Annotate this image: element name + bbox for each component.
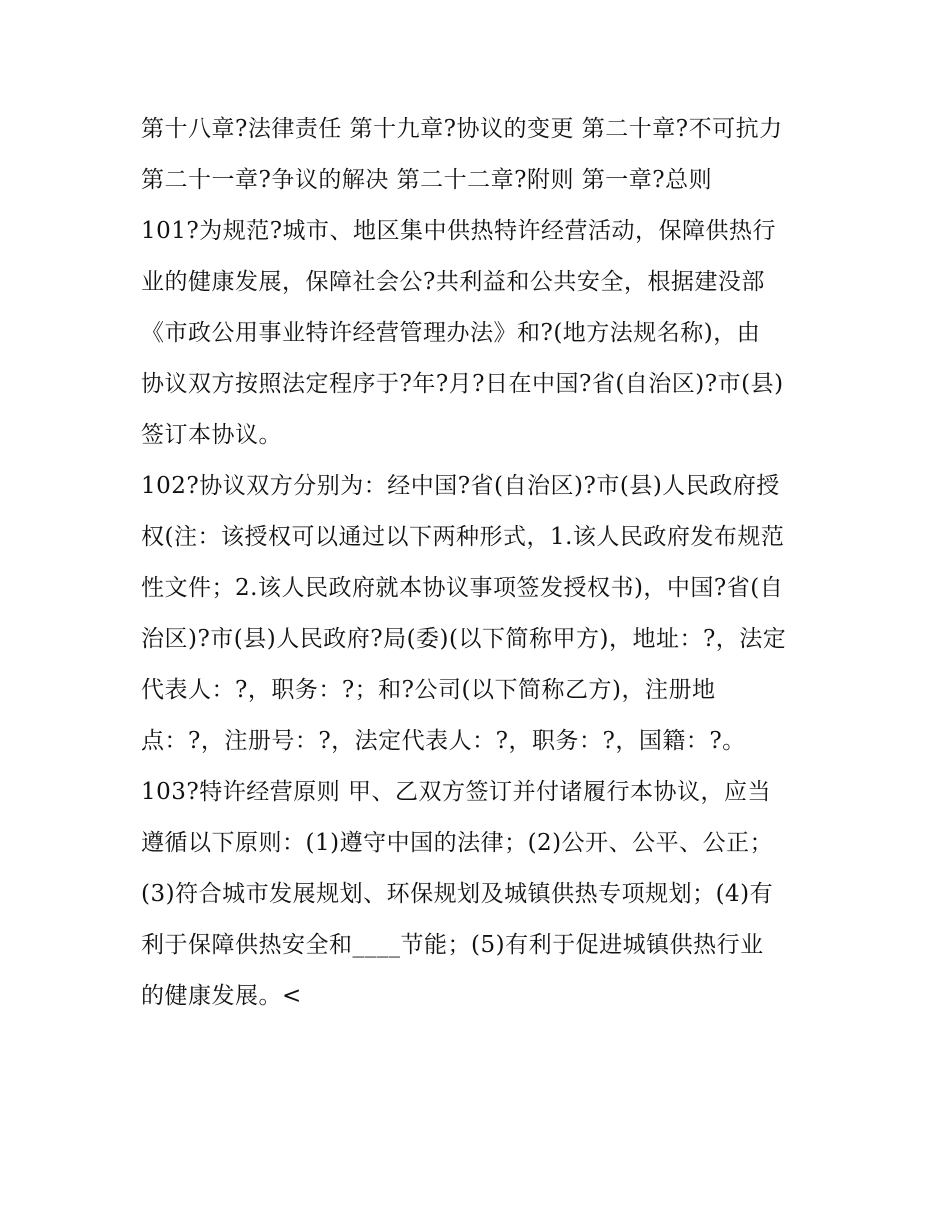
- document-body: [141, 104, 821, 1022]
- text-line: (3)符合城市发展规划、环保规划及城镇供热专项规划；(4)有: [141, 881, 774, 907]
- text-line: 治区)?市(县)人民政府?局(委)(以下简称甲方)，地址：?，法定: [141, 626, 787, 652]
- text-line: 利于保障供热安全和____节能；(5)有利于促进城镇供热行业: [141, 932, 764, 958]
- text-line: 102?协议双方分别为：经中国?省(自治区)?市(县)人民政府授: [141, 473, 780, 499]
- text-line: 的健康发展。<: [141, 983, 302, 1009]
- text-line: 第十八章?法律责任 第十九章?协议的变更 第二十章?不可抗力: [141, 116, 783, 142]
- text-line: 性文件；2.该人民政府就本协议事项签发授权书)，中国?省(自: [141, 575, 784, 601]
- text-line: 103?特许经营原则 甲、乙双方签订并付诸履行本协议，应当: [141, 779, 772, 805]
- text-line: 代表人：?，职务：?；和?公司(以下简称乙方)，注册地: [141, 677, 716, 703]
- text-line: 业的健康发展，保障社会公?共利益和公共安全，根据建没部: [141, 269, 765, 295]
- text-line: 点：?，注册号：?，法定代表人：?，职务：?，国籍：?。: [141, 728, 746, 754]
- text-line: 101?为规范?城市、地区集中供热特许经营活动，保障供热行: [141, 218, 777, 244]
- text-line: 协议双方按照法定程序于?年?月?日在中国?省(自治区)?市(县): [141, 371, 784, 397]
- text-line: 第二十一章?争议的解决 第二十二章?附则 第一章?总则: [141, 167, 713, 193]
- text-line: 签订本协议。: [141, 422, 282, 448]
- text-line: 遵循以下原则：(1)遵守中国的法律；(2)公开、公平、公正；: [141, 830, 774, 856]
- text-line: 《市政公用事业特许经营管理办法》和?(地方法规名称)，由: [141, 320, 761, 346]
- text-line: 权(注：该授权可以通过以下两种形式，1.该人民政府发布规范: [141, 524, 785, 550]
